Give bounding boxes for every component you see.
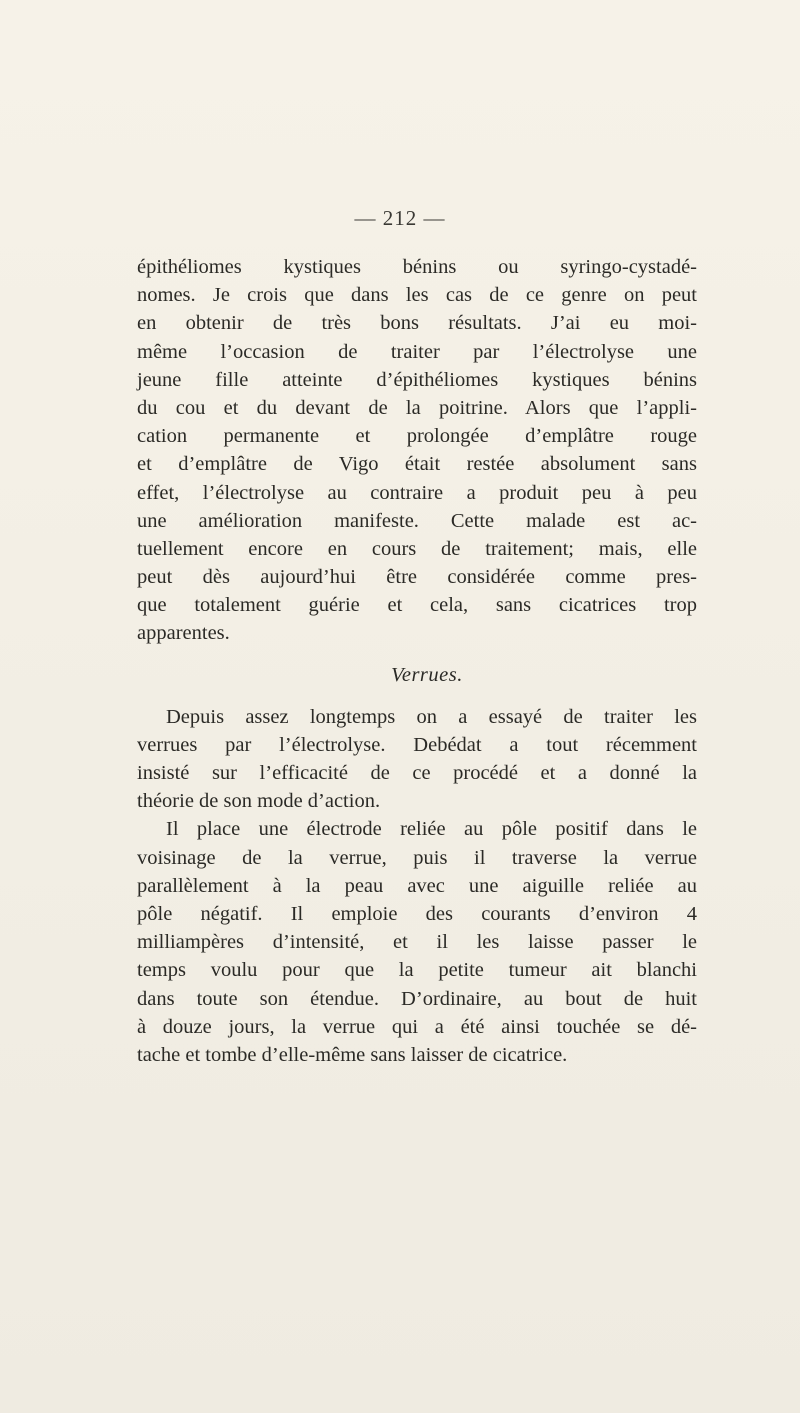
text-line: théorie de son mode d’action.	[137, 790, 381, 813]
text-line: jeune fille atteinte d’épithéliomes kystiques bénins	[137, 368, 697, 391]
text-line: apparentes.	[137, 622, 230, 645]
text-line: dans toute son étendue. D’ordinaire, au bout de huit	[137, 987, 697, 1010]
text-line: verrues par l’électrolyse. Debédat a tout récemment	[137, 733, 697, 756]
text-line: du cou et du devant de la poitrine. Alors que l’appli-	[137, 396, 697, 419]
text-line: tuellement encore en cours de traitement; mais, elle	[137, 537, 697, 560]
text-line: voisinage de la verrue, puis il traverse la verrue	[137, 846, 697, 869]
text-line: une amélioration manifeste. Cette malade est ac-	[137, 509, 697, 532]
text-line: Depuis assez longtemps on a essayé de traiter les	[166, 705, 697, 728]
text-line: pôle négatif. Il emploie des courants d’environ 4	[137, 902, 697, 925]
text-line: peut dès aujourd’hui être considérée comme pres-	[137, 566, 697, 589]
text-line: Il place une électrode reliée au pôle positif dans le	[166, 818, 697, 841]
section-heading: Verrues.	[391, 663, 463, 686]
page-number: — 212 —	[354, 206, 446, 230]
text-line: que totalement guérie et cela, sans cicatrices trop	[137, 594, 697, 617]
text-body	[137, 253, 697, 1069]
paragraph	[137, 815, 697, 1069]
text-line: et d’emplâtre de Vigo était restée absolument sans	[137, 453, 697, 476]
text-line: épithéliomes kystiques bénins ou syringo-cystadé-	[137, 256, 697, 278]
text-line: nomes. Je crois que dans les cas de ce genre on peut	[137, 284, 697, 307]
text-line: milliampères d’intensité, et il les laisse passer le	[137, 931, 697, 954]
text-line: parallèlement à la peau avec une aiguille reliée au	[137, 874, 697, 897]
text-line: en obtenir de très bons résultats. J’ai eu moi-	[137, 312, 697, 335]
paragraph	[137, 253, 697, 648]
text-line: même l’occasion de traiter par l’électrolyse une	[137, 340, 697, 363]
text-line: effet, l’électrolyse au contraire a produit peu à peu	[137, 481, 697, 504]
text-line: tache et tombe d’elle-même sans laisser de cicatrice.	[137, 1043, 568, 1066]
text-line: à douze jours, la verrue qui a été ainsi touchée se dé-	[137, 1015, 697, 1038]
paragraph	[137, 703, 697, 816]
text-line: insisté sur l’efficacité de ce procédé et a donné la	[137, 762, 697, 784]
text-line: temps voulu pour que la petite tumeur ait blanchi	[137, 959, 697, 982]
text-line: cation permanente et prolongée d’emplâtre rouge	[137, 425, 697, 448]
